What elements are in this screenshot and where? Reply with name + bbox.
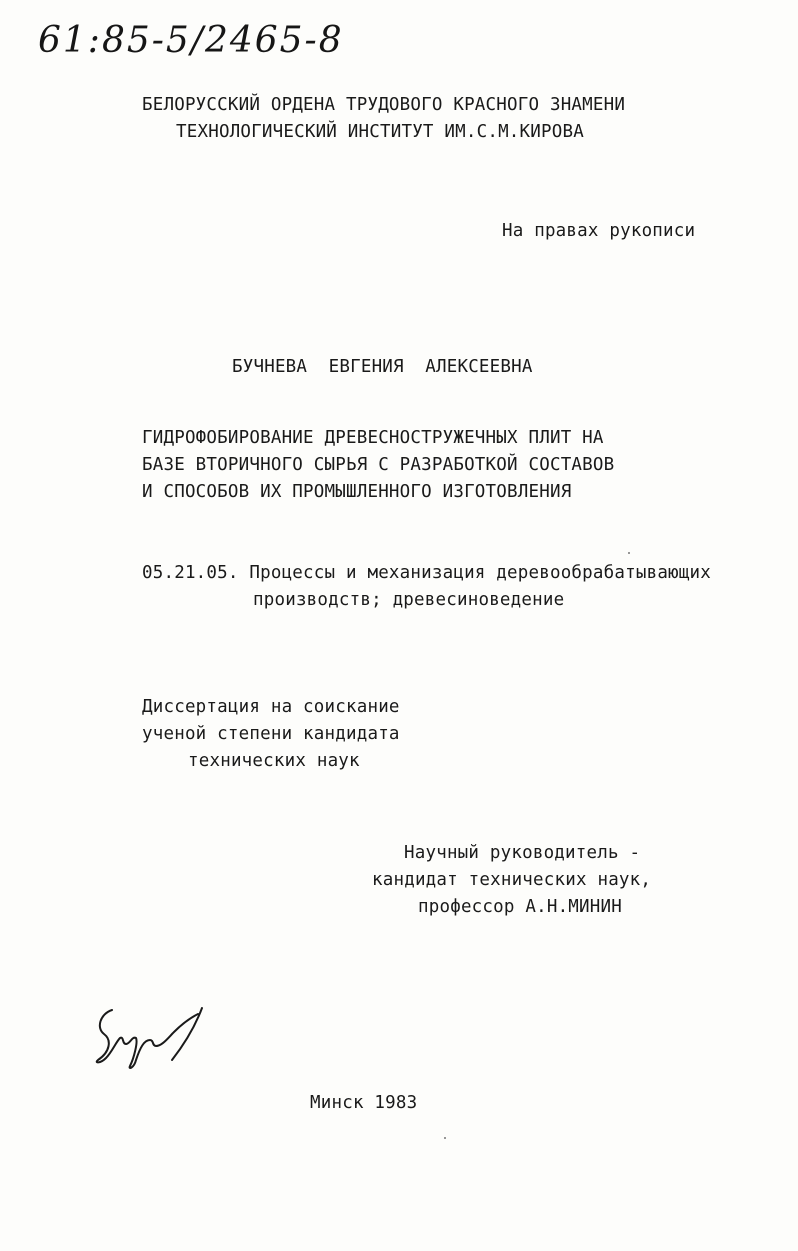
- institution-line-1: БЕЛОРУССКИЙ ОРДЕНА ТРУДОВОГО КРАСНОГО ЗНАМЕНИ: [142, 95, 626, 115]
- supervisor-line-2: кандидат технических наук,: [372, 870, 652, 890]
- archive-code-handwritten: 61:85-5/2465-8: [38, 20, 344, 61]
- scan-speck: [628, 552, 630, 554]
- specialty-line-2: производств; древесиноведение: [253, 590, 565, 610]
- handwritten-signature: [90, 1002, 220, 1072]
- scan-speck: [444, 1137, 446, 1139]
- institution-line-2: ТЕХНОЛОГИЧЕСКИЙ ИНСТИТУТ ИМ.С.М.КИРОВА: [176, 122, 584, 142]
- title-line-3: И СПОСОБОВ ИХ ПРОМЫШЛЕННОГО ИЗГОТОВЛЕНИЯ: [142, 482, 572, 502]
- title-line-1: ГИДРОФОБИРОВАНИЕ ДРЕВЕСНОСТРУЖЕЧНЫХ ПЛИТ НА: [142, 428, 604, 448]
- supervisor-line-1: Научный руководитель -: [404, 843, 641, 863]
- supervisor-line-3: профессор А.Н.МИНИН: [418, 897, 622, 917]
- degree-line-2: ученой степени кандидата: [142, 724, 400, 744]
- degree-line-1: Диссертация на соискание: [142, 697, 400, 717]
- place-and-year: Минск 1983: [310, 1093, 418, 1113]
- manuscript-note: На правах рукописи: [502, 221, 696, 241]
- degree-line-3: технических наук: [188, 751, 360, 771]
- title-line-2: БАЗЕ ВТОРИЧНОГО СЫРЬЯ С РАЗРАБОТКОЙ СОСТАВОВ: [142, 455, 615, 475]
- author-name: БУЧНЕВА ЕВГЕНИЯ АЛЕКСЕЕВНА: [232, 357, 533, 377]
- specialty-line-1: 05.21.05. Процессы и механизация деревообрабатывающих: [142, 563, 712, 583]
